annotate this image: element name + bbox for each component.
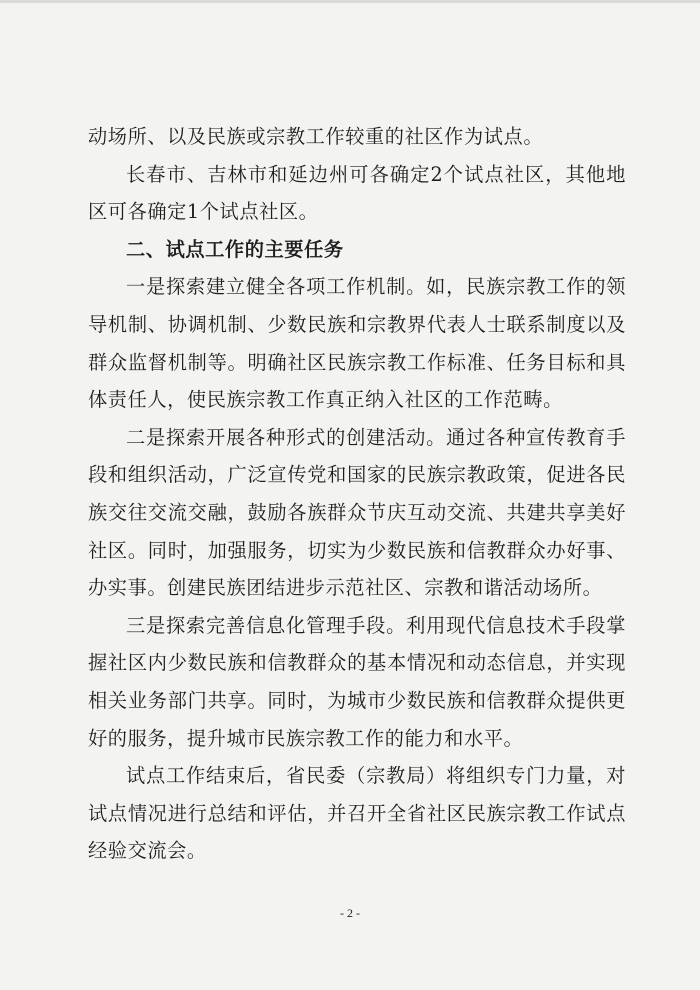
paragraph-task-two: 二是探索开展各种形式的创建活动。通过各种宣传教育手段和组织活动，广泛宣传党和国家的民族宗教政策，促进各民族交往交流交融，鼓励各族群众节庆互动交流、共建共享美好社区。同时，加强服务，切实为少数民族和信教群众办好事、办实事。创建民族团结进步示范社区、宗教和谐活动场所。 bbox=[88, 425, 626, 600]
scan-edge bbox=[0, 0, 700, 3]
document-body bbox=[88, 118, 626, 870]
section-heading: 二、试点工作的主要任务 bbox=[126, 237, 344, 261]
paragraph-continuation: 动场所、以及民族或宗教工作较重的社区作为试点。 bbox=[88, 125, 544, 148]
paragraph-pilot-quota: 长春市、吉林市和延边州可各确定2个试点社区，其他地区可各确定1个试点社区。 bbox=[88, 162, 626, 224]
paragraph-conclusion: 试点工作结束后，省民委（宗教局）将组织专门力量，对试点情况进行总结和评估，并召开全省社区民族宗教工作试点经验交流会。 bbox=[88, 764, 626, 863]
paragraph-task-three: 三是探索完善信息化管理手段。利用现代信息技术手段掌握社区内少数民族和信教群众的基本情况和动态信息，并实现相关业务部门共享。同时，为城市少数民族和信教群众提供更好的服务，提升城市民族宗教工作的能力和水平。 bbox=[88, 613, 626, 750]
page-number: - 2 - bbox=[340, 906, 360, 920]
paragraph-task-one: 一是探索建立健全各项工作机制。如，民族宗教工作的领导机制、协调机制、少数民族和宗教界代表人士联系制度以及群众监督机制等。明确社区民族宗教工作标准、任务目标和具体责任人，使民族宗教工作真正纳入社区的工作范畴。 bbox=[88, 275, 626, 412]
